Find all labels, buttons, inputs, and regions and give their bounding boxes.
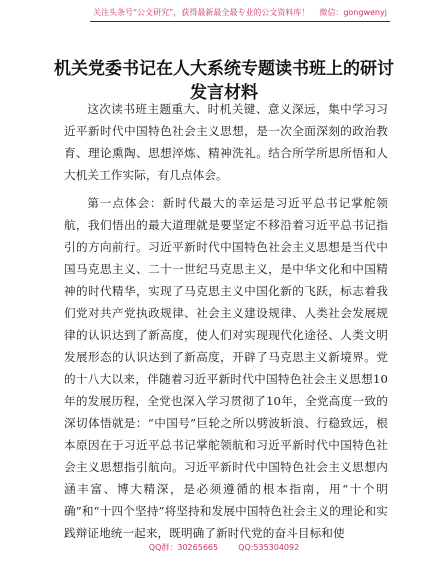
paragraph-first-point: 第一点体会：新时代最大的幸运是习近平总书记掌舵领航，我们悟出的最大道理就是要坚定不移沿着习近平总书记指引的方向前行。习近平新时代中国特色社会主义思想是当代中国马克思主义、二十一世纪马克思主义，是中华文化和中国精神的时代精华，实现了马克思主义中国化新的飞跃，标志着我们党对共产党执政规律、社会主义建设规律、人类社会发展规律的认识达到了新高度，使人们对实现现代化途径、人类文明发展形态的认识达到了新高度，开辟了马克思主义新境界。党的十八大以来，伴随着习近平新时代中国特色社会主义思想10年的发展历程，全党也深入学习贯彻了10年，全党高度一致的深切体悟就是：“中国号”巨轮之所以劈波斩浪、行稳致远，根本原因在于习近平总书记掌舵领航和习近平新时代中国特色社会主义思想指引航向。习近平新时代中国特色社会主义思想内涵丰富、博大精深，是必须遵循的根本指南，用“十个明确”和“十四个坚持”将坚持和发展中国特色社会主义的理论和实践辩证地统一起来，既明确了新时代党的奋斗目标和使 [64,196,388,540]
title-line-2: 发言材料 [190,83,258,103]
qq-group-text: QQ群：30265665 [148,543,219,552]
title-line-1: 机关党委书记在人大系统专题读书班上的研讨 [54,59,394,79]
qq-text: QQ:535304092 [238,543,300,552]
document-body [64,98,388,544]
top-notice-bar [90,7,390,22]
bottom-contact-bar [0,542,448,553]
paragraph-intro: 这次读书班主题重大、时机关键、意义深远，集中学习习近平新时代中国特色社会主义思想，是一次全面深刻的政治教育、理论熏陶、思想淬炼、精神洗礼。结合所学所思所悟和人大机关工作实际，有几点体会。 [64,102,388,182]
notice-text: 关注头条号“公文研究”，获得最新最全最专业的公文资料库！ [93,8,310,17]
wechat-text: 微信：gongwenyj [319,8,387,17]
